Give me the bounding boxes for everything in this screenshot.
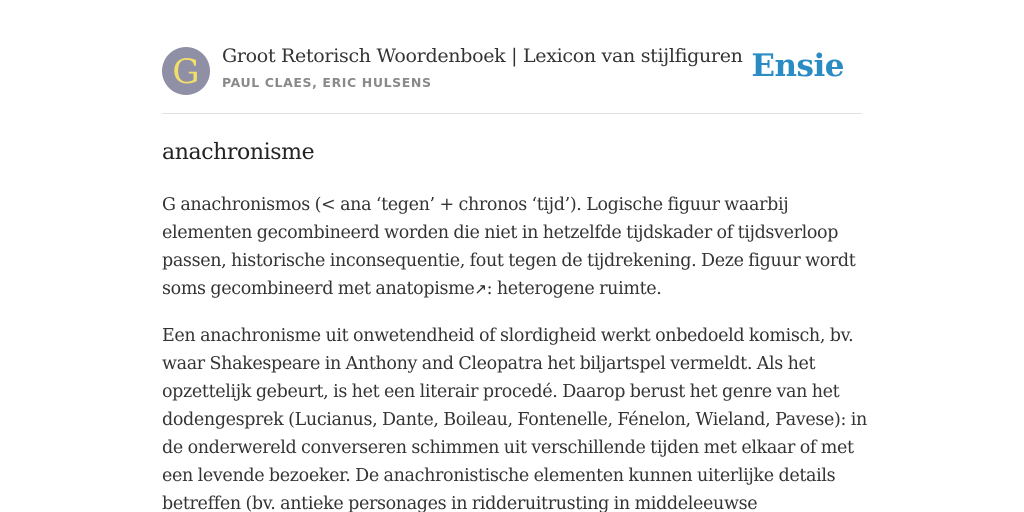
- book-authors: PAUL CLAES, ERIC HULSENS: [222, 75, 432, 90]
- header: [162, 0, 862, 114]
- book-avatar[interactable]: G: [162, 47, 210, 95]
- paragraph-1-text: G anachronismos (< ana ‘tegen’ + chronos ‘tijd’). Logische figuur waarbij elementen gecombineerd worden die niet in hetzelfde tijdskader of tijdsverloop passen, historische inconsequentie, fout tegen de tijdrekening. Deze figuur wordt soms gecombineerd met anatopisme: [162, 195, 856, 299]
- paragraph-1-text-end: : heterogene ruimte.: [486, 279, 662, 299]
- content-column: [162, 0, 867, 512]
- ensie-logo[interactable]: Ensie: [751, 48, 844, 84]
- entry-title: anachronisme: [162, 140, 315, 165]
- book-title[interactable]: Groot Retorisch Woordenboek | Lexicon van stijlfiguren: [222, 45, 743, 67]
- cross-reference-arrow-icon[interactable]: ↗: [474, 280, 487, 298]
- entry-paragraph-1: [162, 191, 872, 303]
- entry-paragraph-2: Een anachronisme uit onwetendheid of slordigheid werkt onbedoeld komisch, bv. waar Shakespeare in Anthony and Cleopatra het biljartspel vermeldt. Als het opzettelijk gebeurt, is het een literair procedé. Daarop berust het genre van het dodengesprek (Lucianus, Dante, Boileau, Fontenelle, Fénelon, Wieland, Pavese): in de onderwereld converseren schimmen uit verschillende tijden met elkaar of met een levende bezoeker. De anachronistische elementen kunnen uiterlijke details betreffen (bv. antieke personages in ridderuitrusting in middeleeuwse: [162, 326, 867, 512]
